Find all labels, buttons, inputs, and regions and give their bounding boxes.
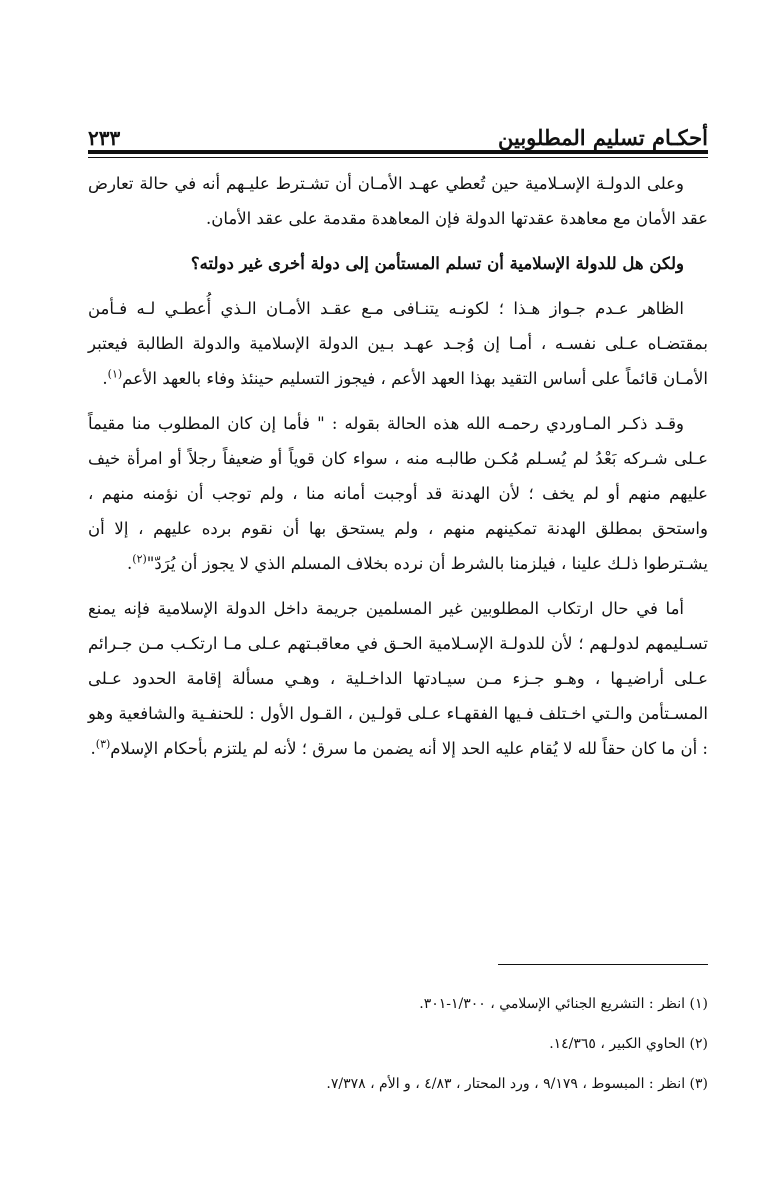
paragraph-text: ولكن هل للدولة الإسلامية أن تسلم المستأمن إلى دولة أخرى غير دولته؟ — [190, 254, 684, 273]
page-number: ٢٣٣ — [88, 126, 121, 150]
paragraph-text: الظاهر عـدم جـواز هـذا ؛ لكونـه يتنـافى مـع عقـد الأمـان الـذي أُعطـي لـه فـأمن بمقتضـاه عـلى نفسـه ، أمـا إن وُجـد عهـد بـين الدولة الإسلامية والدولة الطالبة فيعتبر الأمـان قائماً على أساس التقيد بهذا العهد الأعم ، فيجوز التسليم حينئذ وفاء بالعهد الأعم — [88, 299, 708, 388]
paragraph — [88, 166, 708, 236]
paragraph: الظاهر عـدم جـواز هـذا ؛ لكونـه يتنـافى مـع عقـد الأمـان الـذي أُعطـي لـه فـأمن بمقتضـاه عـلى نفسـه ، أمـا إن وُجـد عهـد بـين الدولة الإسلامية والدولة الطالبة فيعتبر الأمـان قائماً على أساس التقيد بهذا العهد الأعم ، فيجوز التسليم حينئذ وفاء بالعهد الأعم$^{(١)}$. — [88, 299, 708, 388]
book-page — [88, 0, 708, 1198]
running-title: أحكـام تسليم المطلوبين — [498, 125, 708, 150]
footnote-reference: (٣) — [95, 737, 111, 751]
footnote: (٢) الحاوي الكبير ، ١٤/٣٦٥. — [549, 1036, 708, 1052]
footnote: (٣) انظر : المبسوط ، ٩/١٧٩ ، ورد المحتار ، ٤/٨٣ ، و الأم ، ٧/٣٧٨. — [326, 1076, 708, 1092]
footnotes — [88, 984, 708, 1104]
footnote-reference: (١) — [107, 367, 123, 381]
header-rule-thick — [88, 150, 708, 154]
paragraph-text: وقـد ذكـر المـاوردي رحمـه الله هذه الحالة بقوله : " فأما إن كان المطلوب منا مقيماً عـلى شـركه بَعْدُ لم يُسـلم مُكـن طالبـه منه ، سواء كان قوياً أو ضعيفاً رجلاً أو امرأة خيف عليهم منهم أو لم يخف ؛ لأن الهدنة قد أوجبت أمانه منا ، ولم توجب أن نؤمنه منهم ، واستحق بمطلق الهدنة تمكينهم منهم ، ولم يستحق بها أن نقوم برده عليهم ، إلا أن يشـترطوا ذلـك علينا ، فيلزمنا بالشرط أن نرده بخلاف المسلم الذي لا يجوز أن يُرَدّ" — [88, 414, 708, 573]
paragraph-text: وعلى الدولـة الإسـلامية حين تُعطي عهـد الأمـان أن تشـترط عليـهم أنه في حالة تعارض عقد الأمان مع معاهدة عقدتها الدولة فإن المعاهدة مقدمة على عقد الأمان. — [88, 174, 708, 228]
running-header — [88, 112, 708, 148]
main-text — [88, 166, 708, 776]
header-rule-thin — [88, 157, 708, 158]
question-paragraph — [88, 246, 708, 281]
paragraph: وقـد ذكـر المـاوردي رحمـه الله هذه الحالة بقوله : " فأما إن كان المطلوب منا مقيماً عـلى شـركه بَعْدُ لم يُسـلم مُكـن طالبـه منه ، سواء كان قوياً أو ضعيفاً رجلاً أو امرأة خيف عليهم منهم أو لم يخف ؛ لأن الهدنة قد أوجبت أمانه منا ، ولم توجب أن نؤمنه منهم ، واستحق بمطلق الهدنة تمكينهم منهم ، ولم يستحق بها أن نقوم برده عليهم ، إلا أن يشـترطوا ذلـك علينا ، فيلزمنا بالشرط أن نرده بخلاف المسلم الذي لا يجوز أن يُرَدّ"$^{(٢)}$. — [88, 414, 708, 573]
footnote-reference: (٢) — [132, 552, 147, 566]
footnote: (١) انظر : التشريع الجنائي الإسلامي ، ١/٣٠٠-٣٠١. — [419, 996, 708, 1012]
footnote-separator — [498, 964, 708, 965]
paragraph-text: أما في حال ارتكاب المطلوبين غير المسلمين جريمة داخل الدولة الإسلامية فإنه يمنع تسـليمهم لدولـهم ؛ لأن للدولـة الإسـلامية الحـق في معاقبـتهم عـلى مـا ارتكـب مـن جـرائم عـلى أراضيـها ، وهـو جـزء مـن سيـادتها الداخـلية ، وهـي مسألة إقامة الحدود عـلى المسـتأمن والـتي اخـتلف فـيها الفقهـاء عـلى قولـين ، القـول الأول : للحنفـية والشافعية وهو : أن ما كان حقاً لله لا يُقام عليه الحد إلا أنه يضمن ما سرق ؛ لأنه لم يلتزم بأحكام الإسلام — [88, 599, 708, 758]
paragraph: أما في حال ارتكاب المطلوبين غير المسلمين جريمة داخل الدولة الإسلامية فإنه يمنع تسـليمهم لدولـهم ؛ لأن للدولـة الإسـلامية الحـق في معاقبـتهم عـلى مـا ارتكـب مـن جـرائم عـلى أراضيـها ، وهـو جـزء مـن سيـادتها الداخـلية ، وهـي مسألة إقامة الحدود عـلى المسـتأمن والـتي اخـتلف فـيها الفقهـاء عـلى قولـين ، القـول الأول : للحنفـية والشافعية وهو : أن ما كان حقاً لله لا يُقام عليه الحد إلا أنه يضمن ما سرق ؛ لأنه لم يلتزم بأحكام الإسلام$^{(٣)}$. — [88, 599, 708, 758]
